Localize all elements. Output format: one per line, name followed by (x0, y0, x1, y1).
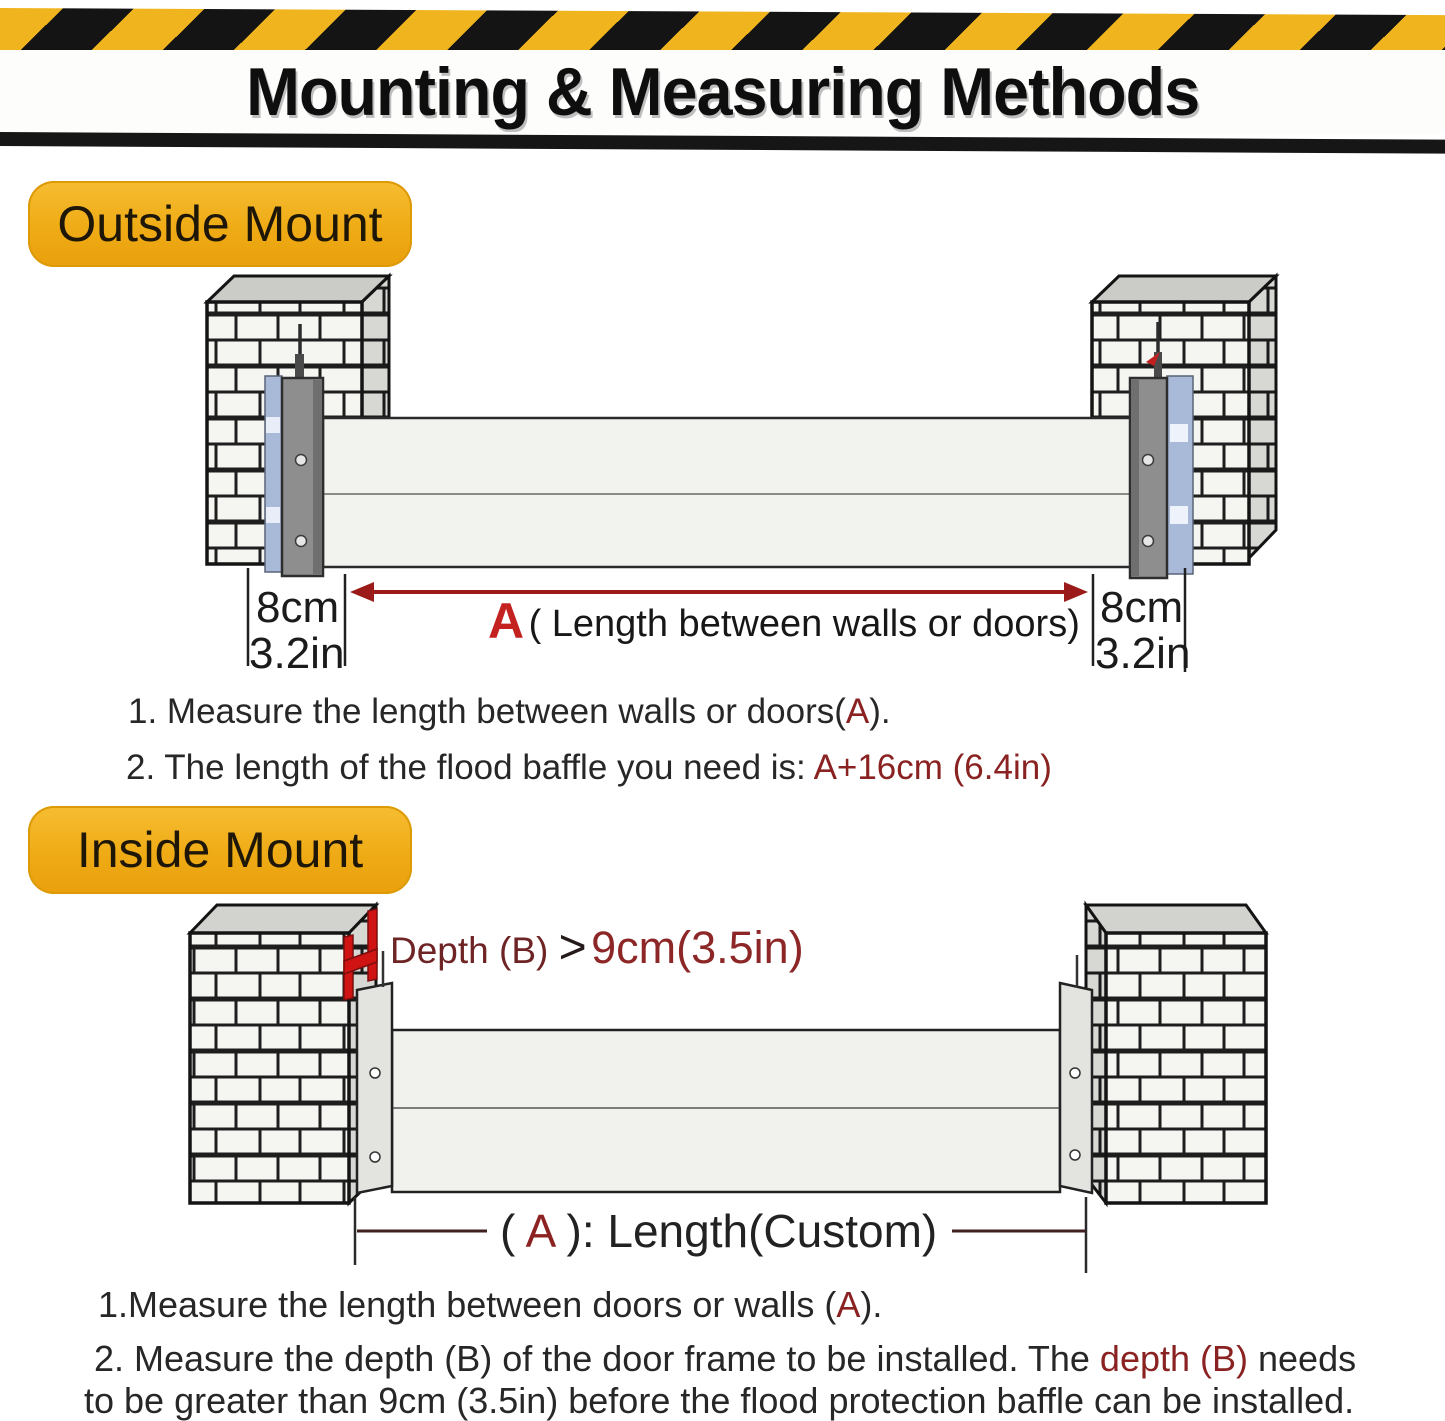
pillar-top-face (1086, 905, 1266, 933)
dim-label-left-in: 3.2in (249, 629, 345, 672)
step-text: 1. Measure the length between walls or doors( (128, 692, 846, 731)
dim-label-right-cm: 8cm (1100, 583, 1184, 632)
pillar-top-face (207, 276, 389, 302)
right-mounting-channel (1060, 955, 1092, 1193)
screw-hole (1143, 536, 1154, 547)
step-text: 2. The length of the flood baffle you need is: (126, 748, 814, 787)
step-highlight: depth (B) (1099, 1338, 1248, 1379)
inside-step-2-line-1 (94, 1338, 1356, 1380)
screw-hole (296, 455, 307, 466)
inside-right-pillar (1086, 905, 1266, 1203)
flood-barrier-panel (323, 418, 1135, 567)
channel-pin (295, 354, 304, 378)
seal-strip-highlight (1170, 506, 1188, 524)
channel-body (1060, 983, 1092, 1193)
outside-step-2 (126, 748, 1052, 788)
greater-than-sign: > (558, 921, 587, 974)
outside-mount-diagram (0, 262, 1445, 672)
channel-edge-shade (1131, 380, 1139, 576)
barrier-body (392, 1030, 1060, 1192)
seal-strip-highlight (1170, 424, 1188, 442)
flood-barrier-panel (392, 1030, 1060, 1192)
pillar-front-face (1106, 933, 1266, 1203)
span-label (488, 593, 1080, 649)
span-caption: ( Length between walls or doors) (528, 603, 1080, 645)
seal-strip-highlight (266, 507, 280, 523)
length-letter-a: A (525, 1205, 554, 1257)
step-text: 2. Measure the depth (B) of the door frame to be installed. The (94, 1338, 1100, 1379)
arrow-head-left (350, 582, 374, 602)
depth-name: Depth (B) (390, 930, 559, 971)
screw-hole (296, 536, 307, 547)
step-text: ). (860, 1284, 883, 1325)
outside-step-1 (128, 692, 891, 732)
seal-strip-highlight (266, 417, 280, 433)
inside-step-1 (98, 1284, 882, 1326)
depth-bracket-back-bar (368, 909, 377, 981)
dim-label-right-in: 3.2in (1095, 629, 1191, 672)
step-text: needs (1248, 1338, 1357, 1379)
right-mounting-channel (1130, 378, 1167, 578)
length-dimension (355, 1197, 1086, 1273)
step-highlight: A (845, 692, 870, 731)
pillar-front-face (190, 933, 349, 1203)
depth-value: 9cm(3.5in) (591, 922, 804, 973)
dim-label-left-cm: 8cm (256, 583, 340, 632)
length-arrow (350, 582, 1088, 602)
barrier-body (323, 418, 1135, 567)
left-mounting-channel (282, 378, 323, 576)
screw-hole (370, 1068, 380, 1078)
inside-step-2-line-2: to be greater than 9cm (3.5in) before the flood protection baffle can be installed. (84, 1380, 1355, 1421)
pillar-top-face (190, 905, 376, 933)
banner-divider (0, 132, 1445, 154)
title-band (0, 50, 1445, 134)
step-text: ). (869, 692, 891, 731)
step-text: 1.Measure the length between doors or walls ( (98, 1284, 837, 1325)
step-highlight: A+16cm (6.4in) (813, 748, 1052, 787)
seal-strip (1167, 376, 1193, 574)
pillar-side-shade (1249, 276, 1276, 558)
length-post: ): Length(Custom) (566, 1205, 938, 1257)
depth-label (390, 921, 804, 974)
screw-hole (1070, 1150, 1080, 1160)
seal-strip (265, 376, 282, 572)
arrow-head-right (1064, 582, 1088, 602)
step-highlight: A (836, 1284, 861, 1325)
screw-hole (1070, 1068, 1080, 1078)
page-title: Mounting & Measuring Methods (245, 54, 1200, 130)
screw-hole (370, 1152, 380, 1162)
inside-mount-diagram (0, 895, 1445, 1280)
screw-hole (1143, 455, 1154, 466)
pillar-top-face (1092, 276, 1276, 302)
length-pre: ( (500, 1205, 516, 1257)
length-label (500, 1205, 937, 1257)
outside-mount-badge: Outside Mount (28, 181, 412, 267)
channel-edge-shade (313, 380, 322, 574)
inside-mount-badge: Inside Mount (28, 806, 412, 894)
span-letter-a: A (488, 593, 525, 649)
